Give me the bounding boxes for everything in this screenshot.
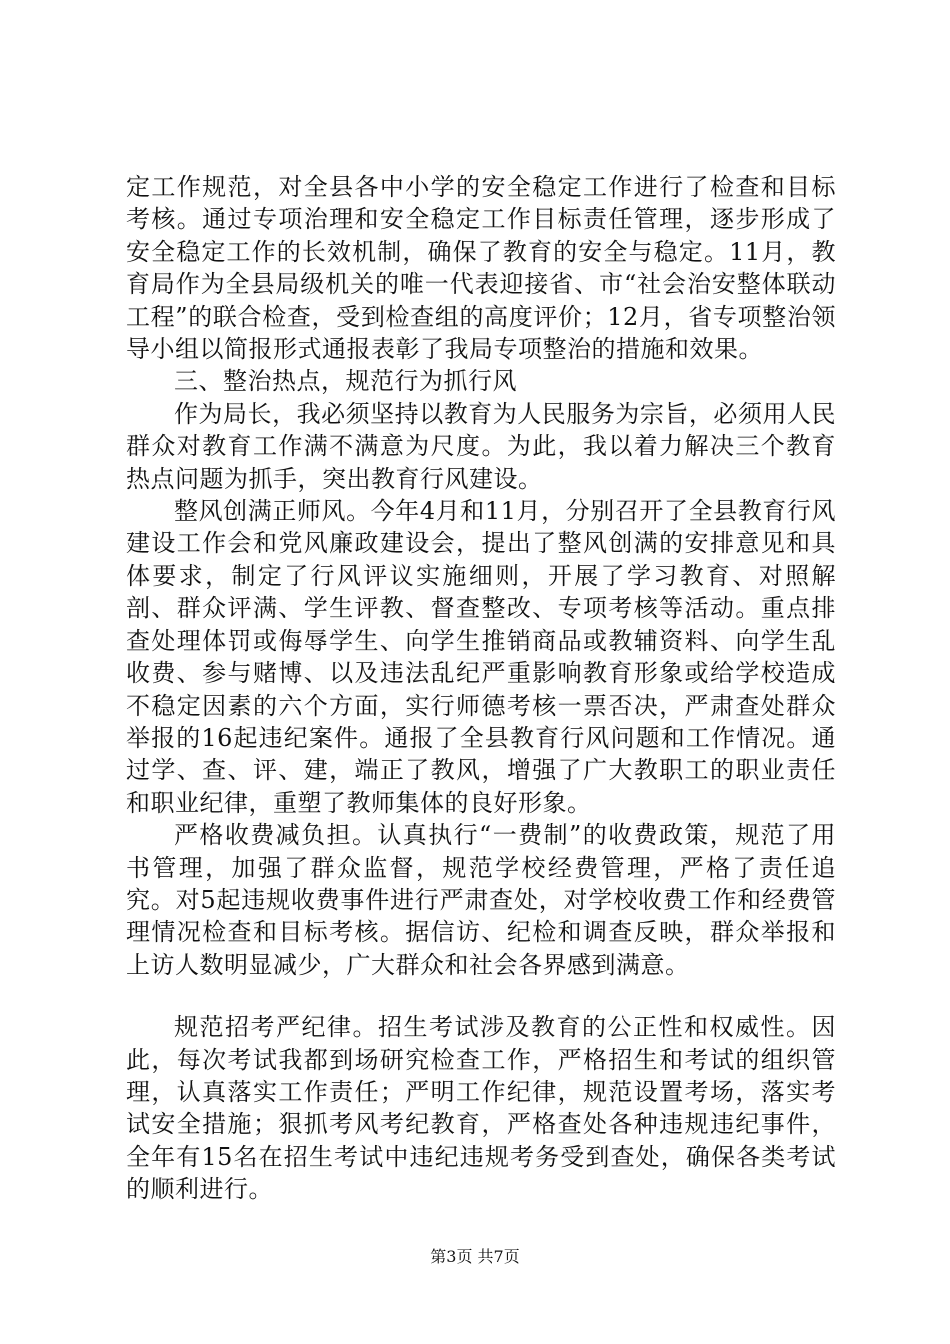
section-heading-3: 三、整治热点，规范行为抓行风 bbox=[174, 367, 517, 396]
paragraph-security-work: 定工作规范，对全县各中小学的安全稳定工作进行了检查和目标考核。通过专项治理和安全稳定工作目标责任管理，逐步形成了安全稳定工作的长效机制，确保了教育的安全与稳定。11月，教育局作为全县局级机关的唯一代表迎接省、市“社会治安整体联动工程”的联合检查，受到检查组的高度评价；12月，省专项整治领导小组以简报形式通报表彰了我局专项整治的措施和效果。 bbox=[126, 173, 836, 364]
paragraph-director-principle: 作为局长，我必须坚持以教育为人民服务为宗旨，必须用人民群众对教育工作满不满意为尺度。为此，我以着力解决三个教育热点问题为抓手，突出教育行风建设。 bbox=[126, 399, 836, 493]
page-number-footer: 第3页 共7页 bbox=[430, 1247, 520, 1266]
paragraph-exam-discipline: 规范招考严纪律。招生考试涉及教育的公正性和权威性。因此，每次考试我都到场研究检查工作，严格招生和考试的组织管理，认真落实工作责任；严明工作纪律，规范设置考场，落实考试安全措施；狠抓考风考纪教育，严格查处各种违规违纪事件，全年有15名在招生考试中违纪违规考务受到查处，确保各类考试的顺利进行。 bbox=[126, 1013, 836, 1204]
paragraph-fee-control: 严格收费减负担。认真执行“一费制”的收费政策，规范了用书管理，加强了群众监督，规范学校经费管理，严格了责任追究。对5起违规收费事件进行严肃查处，对学校收费工作和经费管理情况检查和目标考核。据信访、纪检和调查反映，群众举报和上访人数明显减少，广大群众和社会各界感到满意。 bbox=[126, 821, 836, 979]
paragraph-teacher-ethics: 整风创满正师风。今年4月和11月，分别召开了全县教育行风建设工作会和党风廉政建设会，提出了整风创满的安排意见和具体要求，制定了行风评议实施细则，开展了学习教育、对照解剖、群众评满、学生评教、督查整改、专项考核等活动。重点排查处理体罚或侮辱学生、向学生推销商品或教辅资料、向学生乱收费、参与赌博、以及违法乱纪严重影响教育形象或给学校造成不稳定因素的六个方面，实行师德考核一票否决，严肃查处群众举报的16起违纪案件。通报了全县教育行风问题和工作情况。通过学、查、评、建，端正了教风，增强了广大教职工的职业责任和职业纪律，重塑了教师集体的良好形象。 bbox=[126, 497, 836, 817]
body-text bbox=[126, 171, 836, 1206]
